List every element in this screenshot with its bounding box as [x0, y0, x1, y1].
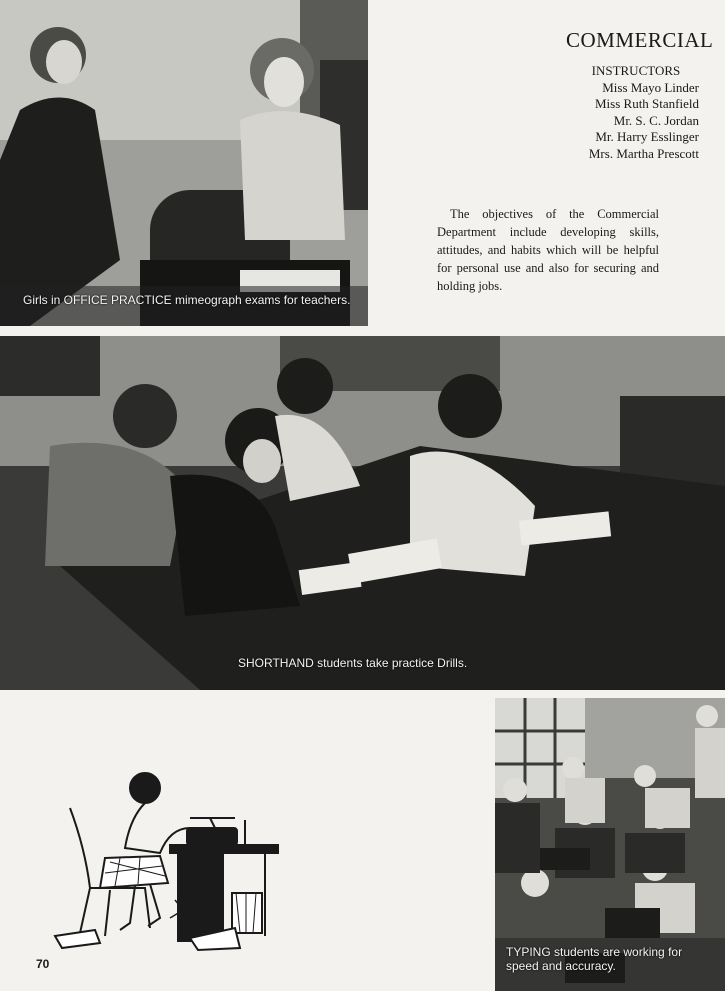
- instructors-heading: INSTRUCTORS: [591, 63, 681, 78]
- instructor-name: Miss Ruth Stanfield: [594, 96, 699, 111]
- instructors-list: [589, 63, 699, 162]
- objective-paragraph: The objectives of the Commercial Department include developing skills, attitudes, and habits which will be helpful for personal use and also for securing and holding jobs.: [437, 207, 659, 293]
- instructor-name: Mr. S. C. Jordan: [613, 112, 699, 128]
- office-practice-caption: Girls in OFFICE PRACTICE mimeograph exams for teachers.: [23, 293, 351, 307]
- office-practice-photo: [0, 0, 368, 326]
- shorthand-caption: SHORTHAND students take practice Drills.: [238, 656, 468, 670]
- instructor-name: Mrs. Martha Prescott: [588, 145, 699, 161]
- page-number: 70: [36, 957, 50, 971]
- section-title: COMMERCIAL: [566, 28, 714, 52]
- instructor-name: Miss Mayo Linder: [602, 79, 699, 95]
- instructor-name: Mr. Harry Esslinger: [595, 129, 699, 144]
- typing-caption: TYPING students are working for speed and accuracy.: [506, 945, 683, 973]
- shorthand-photo: [0, 336, 725, 690]
- typist-illustration: [50, 758, 286, 954]
